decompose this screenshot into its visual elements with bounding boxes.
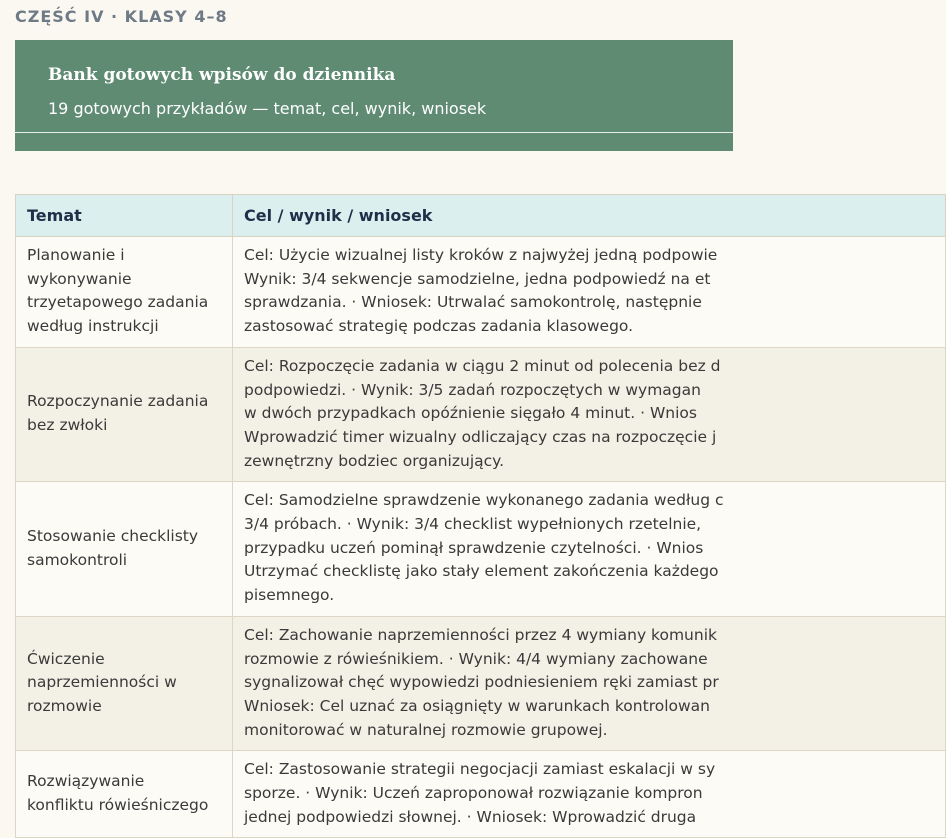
details-line: zewnętrzny bodziec organizujący. <box>244 451 505 470</box>
details-line: 3/4 próbach. · Wynik: 3/4 checklist wypełnionych rzetelnie, <box>244 515 702 534</box>
details-line: Cel: Samodzielne sprawdzenie wykonanego zadania według c <box>244 491 724 510</box>
details-line: w dwóch przypadkach opóźnienie sięgało 4 minut. · Wnios <box>244 404 697 423</box>
topic-line: Rozwiązywanie <box>27 772 145 791</box>
table-header-row <box>16 195 946 237</box>
header-banner <box>15 40 733 151</box>
details-line: Cel: Rozpoczęcie zadania w ciągu 2 minut od polecenia bez d <box>244 356 721 375</box>
table-row <box>16 237 946 348</box>
details-line: Cel: Użycie wizualnej listy kroków z najwyżej jedną podpowie <box>244 246 718 264</box>
details-line: rozmowie z rówieśnikiem. · Wynik: 4/4 wymiany zachowane <box>244 649 708 668</box>
details-cell <box>233 616 946 751</box>
topic-line: bez zwłoki <box>27 416 108 435</box>
banner-title: Bank gotowych wpisów do dziennika <box>48 65 396 85</box>
details-cell <box>233 347 946 482</box>
topic-line: wykonywanie <box>27 269 132 288</box>
column-header-details: Cel / wynik / wniosek <box>233 195 946 237</box>
details-cell <box>233 482 946 617</box>
topic-line: konfliktu rówieśniczego <box>27 795 209 814</box>
details-cell <box>233 237 946 348</box>
topic-line: Stosowanie checklisty <box>27 526 199 545</box>
topic-line: Rozpoczynanie zadania <box>27 392 209 411</box>
table-row <box>16 347 946 482</box>
table-row <box>16 482 946 617</box>
topic-line: naprzemienności w <box>27 673 177 692</box>
topic-line: według instrukcji <box>27 317 159 336</box>
details-line: Wprowadzić timer wizualny odliczający czas na rozpoczęcie j <box>244 427 717 446</box>
details-line: Wynik: 3/4 sekwencje samodzielne, jedna podpowiedź na et <box>244 269 711 288</box>
table-row <box>16 616 946 751</box>
entries-table <box>15 194 946 838</box>
topic-cell <box>16 237 233 348</box>
topic-cell <box>16 482 233 617</box>
details-line: Utrzymać checklistę jako stały element zakończenia każdego <box>244 562 719 581</box>
topic-cell <box>16 616 233 751</box>
column-header-topic: Temat <box>16 195 233 237</box>
topic-line: Planowanie i <box>27 246 125 264</box>
topic-line: trzyetapowego zadania <box>27 293 209 312</box>
entries-table-container <box>15 194 733 826</box>
details-line: monitorować w naturalnej rozmowie grupowej. <box>244 720 608 739</box>
topic-line: samokontroli <box>27 550 128 569</box>
topic-cell <box>16 347 233 482</box>
details-line: sporze. · Wynik: Uczeń zaproponował rozwiązanie kompron <box>244 784 703 803</box>
banner-divider <box>15 132 733 133</box>
details-line: Cel: Zachowanie naprzemienności przez 4 wymiany komunik <box>244 625 717 644</box>
details-line: podpowiedzi. · Wynik: 3/5 zadań rozpoczętych w wymagan <box>244 380 701 399</box>
details-line: Cel: Zastosowanie strategii negocjacji zamiast eskalacji w sy <box>244 760 716 779</box>
section-label: CZĘŚĆ IV · KLASY 4–8 <box>15 7 228 26</box>
details-line: Wniosek: Cel uznać za osiągnięty w warunkach kontrolowan <box>244 696 710 715</box>
details-line: jednej podpowiedzi słownej. · Wniosek: Wprowadzić druga <box>244 807 697 826</box>
table-row <box>16 751 946 838</box>
topic-cell <box>16 751 233 838</box>
topic-line: Ćwiczenie <box>27 649 105 668</box>
details-line: zastosować strategię podczas zadania klasowego. <box>244 317 634 336</box>
details-cell <box>233 751 946 838</box>
details-line: sygnalizował chęć wypowiedzi podniesieniem ręki zamiast pr <box>244 673 719 692</box>
details-line: sprawdzania. · Wniosek: Utrwalać samokontrolę, następnie <box>244 293 702 312</box>
details-line: przypadku uczeń pominął sprawdzenie czytelności. · Wnios <box>244 538 704 557</box>
banner-subtitle: 19 gotowych przykładów — temat, cel, wynik, wniosek <box>48 99 487 118</box>
topic-line: rozmowie <box>27 696 102 715</box>
details-line: pisemnego. <box>244 586 335 605</box>
